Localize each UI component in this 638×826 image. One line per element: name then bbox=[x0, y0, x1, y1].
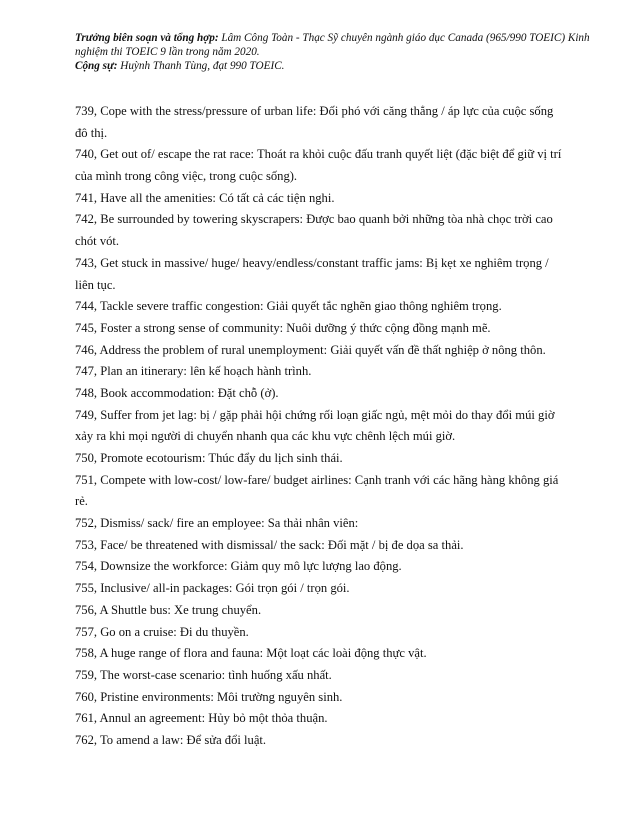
entry-line: 748, Book accommodation: Đặt chỗ (ở). bbox=[75, 385, 279, 400]
entry-line: 743, Get stuck in massive/ huge/ heavy/endless/constant traffic jams: Bị kẹt xe nghiêm trọng / bbox=[75, 255, 549, 270]
header-collaborator-text: Huỳnh Thanh Tùng, đạt 990 TOEIC. bbox=[117, 60, 285, 73]
entry-line: 755, Inclusive/ all-in packages: Gói trọn gói / trọn gói. bbox=[75, 581, 350, 596]
header-collaborator-label: Cộng sự: bbox=[75, 60, 118, 73]
vocabulary-list bbox=[75, 104, 575, 755]
header-author-line bbox=[75, 31, 590, 45]
entry-line: 760, Pristine environments: Môi trường nguyên sinh. bbox=[75, 689, 343, 704]
entry-line: 742, Be surrounded by towering skyscrapers: Được bao quanh bởi những tòa nhà chọc trời cao bbox=[75, 212, 553, 227]
header-experience-line: nghiệm thi TOEIC 9 lần trong năm 2020. bbox=[75, 46, 260, 59]
entry-line: chót vót. bbox=[75, 234, 120, 249]
entry-line: 750, Promote ecotourism: Thúc đẩy du lịch sinh thái. bbox=[75, 451, 343, 465]
page-header bbox=[75, 31, 590, 74]
entry-line: 752, Dismiss/ sack/ fire an employee: Sa thải nhân viên: bbox=[75, 516, 359, 531]
entry-line: 744, Tackle severe traffic congestion: Giải quyết tắc nghẽn giao thông nghiêm trọng. bbox=[75, 299, 502, 314]
entry-line: 747, Plan an itinerary: lên kế hoạch hành trình. bbox=[75, 364, 312, 379]
entry-line: 754, Downsize the workforce: Giảm quy mô lực lượng lao động. bbox=[75, 559, 402, 574]
header-author-text: Lâm Công Toàn - Thạc Sỹ chuyên ngành giáo dục Canada (965/990 TOEIC) Kinh bbox=[218, 32, 590, 44]
entry-line: của mình trong công việc, trong cuộc sống). bbox=[75, 169, 298, 184]
entry-line: 753, Face/ be threatened with dismissal/ the sack: Đối mặt / bị đe dọa sa thải. bbox=[75, 537, 464, 552]
entry-line: 761, Annul an agreement: Hủy bỏ một thỏa thuận. bbox=[75, 711, 328, 726]
header-author-label: Trưởng biên soạn và tổng hợp: bbox=[75, 32, 219, 44]
entry-line: 751, Compete with low-cost/ low-fare/ budget airlines: Cạnh tranh với các hãng hàng không giá bbox=[75, 472, 559, 487]
entry-line: 741, Have all the amenities: Có tất cả các tiện nghi. bbox=[75, 190, 335, 205]
entry-line: liên tục. bbox=[75, 277, 116, 292]
entry-line: đô thị. bbox=[75, 125, 108, 140]
entry-line: 756, A Shuttle bus: Xe trung chuyển. bbox=[75, 602, 262, 617]
entry-line: rẻ. bbox=[75, 494, 88, 509]
entry-line: 740, Get out of/ escape the rat race: Thoát ra khỏi cuộc đấu tranh quyết liệt (đặc biệt để giữ vị trí bbox=[75, 147, 562, 162]
entry-line: 745, Foster a strong sense of community: Nuôi dưỡng ý thức cộng đồng mạnh mẽ. bbox=[75, 320, 491, 335]
entry-line: xảy ra khi mọi người di chuyển nhanh qua các khu vực chênh lệch múi giờ. bbox=[75, 429, 456, 444]
entry-line: 746, Address the problem of rural unemployment: Giải quyết vấn đề thất nghiệp ở nông thôn. bbox=[75, 342, 546, 357]
entry-line: 759, The worst-case scenario: tình huống xấu nhất. bbox=[75, 667, 332, 682]
entry-line: 758, A huge range of flora and fauna: Một loạt các loài động thực vật. bbox=[75, 646, 427, 661]
entry-line: 749, Suffer from jet lag: bị / gặp phải hội chứng rối loạn giấc ngủ, mệt mỏi do thay đổi múi giờ bbox=[75, 407, 555, 422]
header-collaborator-line bbox=[75, 59, 575, 73]
entry-line: 739, Cope with the stress/pressure of urban life: Đối phó với căng thẳng / áp lực của cuộc sống bbox=[75, 104, 554, 118]
entry-line: 762, To amend a law: Để sửa đổi luật. bbox=[75, 732, 267, 747]
entry-line: 757, Go on a cruise: Đi du thuyền. bbox=[75, 624, 249, 639]
